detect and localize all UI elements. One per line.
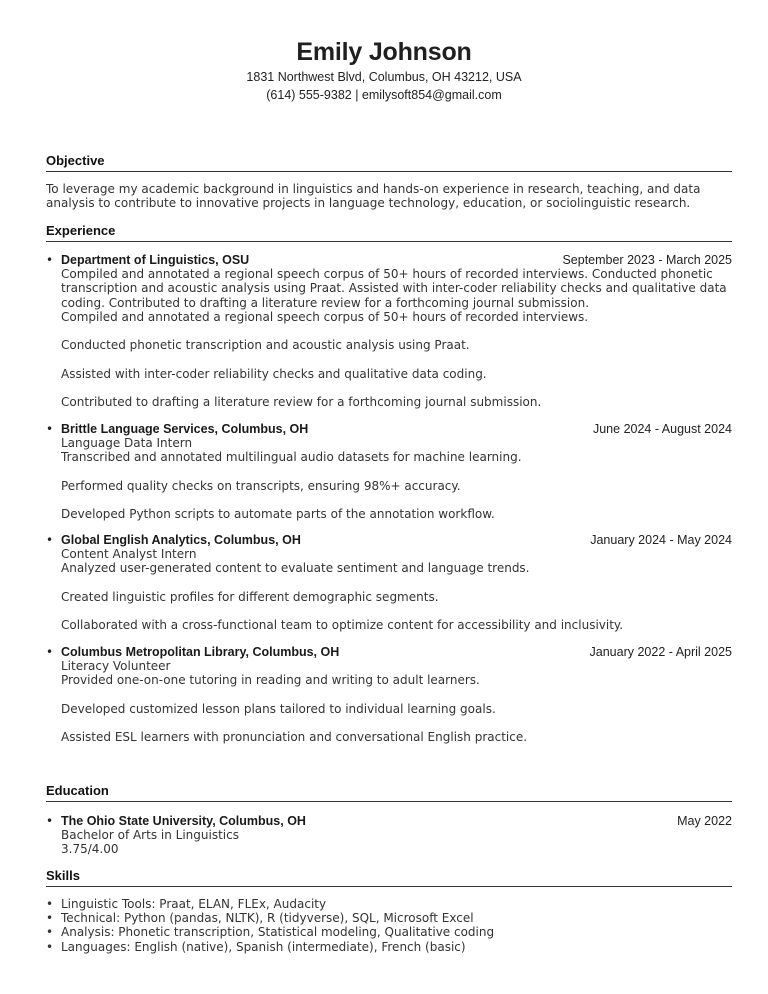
experience-duty: Assisted ESL learners with pronunciation and conversational English practice. [61, 730, 528, 745]
section-title-objective: Objective [46, 153, 732, 172]
objective-text: To leverage my academic background in linguistics and hands-on experience in research, teaching, and data analysis to contribute to innovative projects in language technology, education, or sociolinguistic research. [46, 182, 701, 211]
employer-name: Brittle Language Services, Columbus, OH [61, 422, 309, 436]
skills-section [46, 868, 732, 887]
bullet-icon: • [46, 645, 54, 659]
bullet-icon: • [46, 911, 54, 926]
employment-dates: June 2024 - August 2024 [592, 422, 732, 436]
bullet-icon: • [46, 422, 54, 436]
objective-section [46, 153, 732, 172]
experience-duty: Conducted phonetic transcription and acoustic analysis using Praat. [61, 338, 470, 353]
education-section [46, 783, 732, 802]
section-title-education: Education [46, 783, 732, 802]
experience-duty: Performed quality checks on transcripts, ensuring 98%+ accuracy. [61, 478, 461, 493]
experience-duty: Collaborated with a cross-functional team to optimize content for accessibility and inclusivity. [61, 618, 624, 633]
employment-dates: September 2023 - March 2025 [562, 253, 732, 267]
graduation-date: May 2022 [677, 814, 732, 828]
school-name: The Ohio State University, Columbus, OH [61, 814, 306, 828]
experience-duty: Provided one-on-one tutoring in reading and writing to adult learners. [61, 673, 480, 688]
gpa: 3.75/4.00 [61, 842, 119, 857]
experience-duty: Analyzed user-generated content to evaluate sentiment and language trends. [61, 561, 530, 576]
experience-duty: Developed Python scripts to automate parts of the annotation workflow. [61, 507, 495, 522]
bullet-icon: • [46, 814, 54, 828]
experience-duty: Compiled and annotated a regional speech corpus of 50+ hours of recorded interviews. [61, 309, 589, 324]
skills-list [46, 897, 732, 954]
section-title-skills: Skills [46, 868, 732, 887]
skill-item: • Linguistic Tools: Praat, ELAN, FLEx, Audacity [46, 897, 327, 911]
education-entry [46, 814, 732, 857]
experience-duty: Contributed to drafting a literature review for a forthcoming journal submission. [61, 394, 542, 409]
skill-item: • Analysis: Phonetic transcription, Statistical modeling, Qualitative coding [46, 925, 495, 940]
experience-duty: Transcribed and annotated multilingual audio datasets for machine learning. [61, 450, 522, 465]
experience-section [46, 223, 732, 242]
employment-dates: January 2024 - May 2024 [590, 533, 732, 547]
employer-name: Columbus Metropolitan Library, Columbus, OH [61, 645, 340, 659]
address: 1831 Northwest Blvd, Columbus, OH 43212, USA [246, 70, 522, 84]
experience-entry [46, 533, 732, 632]
job-role: Language Data Intern [61, 436, 193, 451]
bullet-icon: • [46, 253, 54, 267]
skill-item: • Languages: English (native), Spanish (intermediate), French (basic) [46, 939, 466, 954]
experience-summary: Compiled and annotated a regional speech corpus of 50+ hours of recorded interviews. Conducted phonetic transcription and acoustic analysis using Praat. Assisted with inter-coder reliability checks and qualitative data coding. Contributed to drafting a literature review for a forthcoming journal submission. [61, 267, 727, 310]
employer-name: Global English Analytics, Columbus, OH [61, 533, 301, 547]
candidate-name: Emily Johnson [296, 38, 472, 66]
experience-duty: Created linguistic profiles for different demographic segments. [61, 589, 439, 604]
experience-duty: Developed customized lesson plans tailored to individual learning goals. [61, 701, 496, 716]
experience-entry [46, 645, 732, 744]
bullet-icon: • [46, 533, 54, 547]
bullet-icon: • [46, 939, 54, 954]
contact-info: (614) 555-9382 | emilysoft854@gmail.com [266, 88, 502, 102]
employer-name: Department of Linguistics, OSU [61, 253, 250, 267]
job-role: Literacy Volunteer [61, 659, 171, 674]
bullet-icon: • [46, 925, 54, 940]
skill-item: • Technical: Python (pandas, NLTK), R (tidyverse), SQL, Microsoft Excel [46, 911, 474, 926]
experience-entry [46, 422, 732, 521]
experience-duty: Assisted with inter-coder reliability checks and qualitative data coding. [61, 366, 487, 381]
resume-header [0, 36, 768, 104]
bullet-icon: • [46, 897, 54, 911]
experience-entry [46, 253, 732, 409]
degree: Bachelor of Arts in Linguistics [61, 828, 239, 843]
job-role: Content Analyst Intern [61, 547, 197, 562]
employment-dates: January 2022 - April 2025 [589, 645, 732, 659]
section-title-experience: Experience [46, 223, 732, 242]
